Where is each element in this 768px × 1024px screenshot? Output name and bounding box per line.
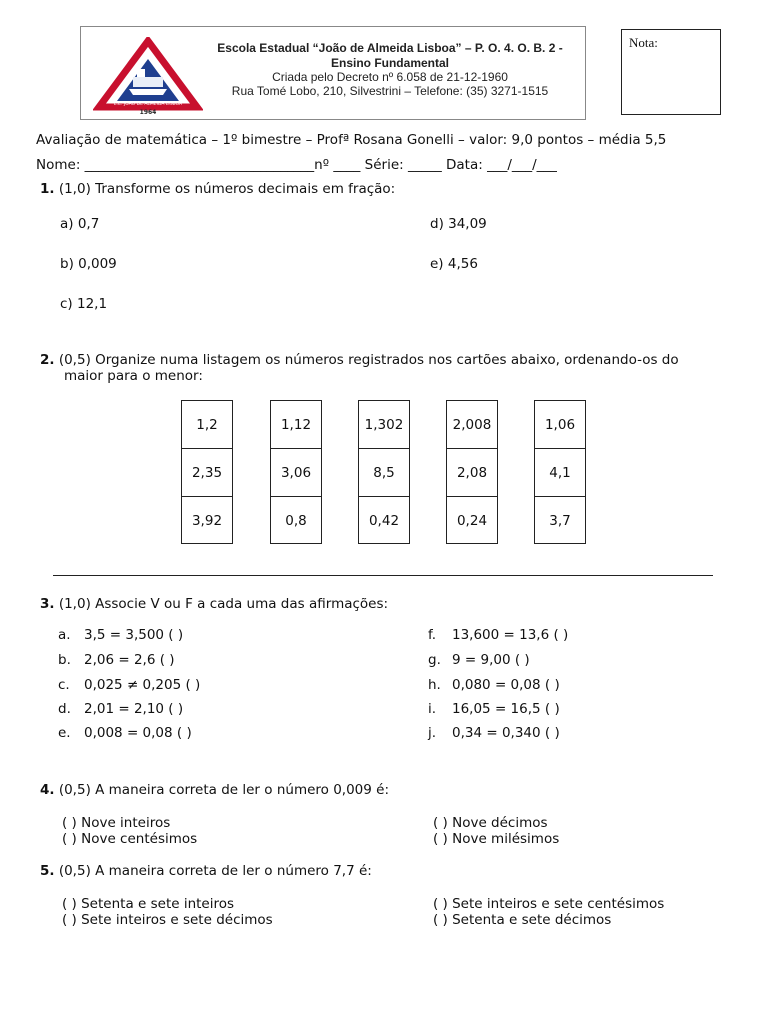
q3-item: 0,080 = 0,08 ( ) — [452, 677, 560, 693]
grade-label: Nota: — [629, 35, 658, 50]
q3-item: 16,05 = 16,5 ( ) — [452, 701, 560, 717]
q1-item-c: c) 12,1 — [60, 296, 108, 312]
question-text: (0,5) A maneira correta de ler o número 7,7 é: — [58, 863, 372, 879]
school-address: Rua Tomé Lobo, 210, Silvestrini – Telefone: (35) 3271-1515 — [231, 84, 549, 98]
question-text: (0,5) Organize numa listagem os números registrados nos cartões abaixo, ordenando-os do — [58, 352, 679, 368]
card-value: 3,7 — [549, 513, 571, 529]
card-value: 3,06 — [271, 449, 321, 497]
number-card — [270, 400, 322, 544]
question-number: 2. — [40, 352, 55, 368]
q3-letter: f. — [428, 627, 437, 643]
q3-item: 0,025 ≠ 0,205 ( ) — [84, 677, 201, 693]
question-2-cont: maior para o menor: — [64, 368, 203, 384]
q3-item: 2,06 = 2,6 ( ) — [84, 652, 175, 668]
logo-caption: E.E. JOÃO DE ALMEIDA LISBOA — [113, 102, 183, 107]
school-name: Escola Estadual “João de Almeida Lisboa” – P. O. 4. O. B. 2 - — [217, 41, 563, 55]
q3-letter: e. — [58, 725, 71, 741]
answer-line — [53, 575, 713, 576]
question-number: 1. — [40, 181, 55, 197]
q3-letter: a. — [58, 627, 71, 643]
card-value: 4,1 — [535, 449, 585, 497]
number-card — [534, 400, 586, 544]
q3-letter: b. — [58, 652, 71, 668]
card-value: 0,42 — [368, 513, 400, 529]
school-header — [80, 26, 586, 120]
question-3 — [40, 596, 388, 613]
number-card — [358, 400, 410, 544]
logo-year: 1964 — [139, 109, 157, 115]
question-text: (1,0) Transforme os números decimais em fração: — [58, 181, 396, 197]
q3-letter: g. — [428, 652, 441, 668]
question-2 — [40, 352, 679, 369]
card-value: 2,08 — [447, 449, 497, 497]
q5-option: ( ) Setenta e sete décimos — [433, 912, 612, 928]
q3-letter: c. — [58, 677, 70, 693]
card-value: 8,5 — [359, 449, 409, 497]
question-number: 4. — [40, 782, 55, 798]
q4-option: ( ) Nove centésimos — [62, 831, 198, 847]
q5-option: ( ) Sete inteiros e sete décimos — [62, 912, 273, 928]
school-level: Ensino Fundamental — [330, 56, 449, 70]
question-number: 5. — [40, 863, 55, 879]
card-value: 1,302 — [359, 401, 409, 449]
q3-letter: j. — [428, 725, 437, 741]
q3-item: 0,34 = 0,340 ( ) — [452, 725, 560, 741]
q3-item: 0,008 = 0,08 ( ) — [84, 725, 192, 741]
q3-letter: d. — [58, 701, 71, 717]
q3-item: 13,600 = 13,6 ( ) — [452, 627, 569, 643]
card-value: 2,008 — [447, 401, 497, 449]
school-decree: Criada pelo Decreto nº 6.058 de 21-12-1960 — [272, 70, 508, 84]
q1-item-b: b) 0,009 — [60, 256, 117, 272]
card-value: 1,12 — [271, 401, 321, 449]
student-name-line: Nome: __________________________________nº ____ Série: _____ Data: ___/___/___ — [36, 157, 557, 173]
number-card — [446, 400, 498, 544]
q3-letter: i. — [428, 701, 437, 717]
question-4 — [40, 782, 389, 799]
card-value: 0,24 — [456, 513, 488, 529]
q4-option: ( ) Nove inteiros — [62, 815, 171, 831]
q3-letter: h. — [428, 677, 441, 693]
question-text: (0,5) A maneira correta de ler o número 0,009 é: — [58, 782, 389, 798]
question-1 — [40, 181, 395, 198]
card-value: 1,2 — [182, 401, 232, 449]
q3-item: 3,5 = 3,500 ( ) — [84, 627, 184, 643]
number-card — [181, 400, 233, 544]
school-logo-icon — [93, 37, 203, 115]
q1-item-d: d) 34,09 — [430, 216, 487, 232]
question-5 — [40, 863, 372, 880]
card-value: 2,35 — [182, 449, 232, 497]
card-value: 1,06 — [535, 401, 585, 449]
q3-item: 9 = 9,00 ( ) — [452, 652, 530, 668]
q5-option: ( ) Setenta e sete inteiros — [62, 896, 235, 912]
grade-box — [621, 29, 721, 115]
q5-option: ( ) Sete inteiros e sete centésimos — [433, 896, 665, 912]
q3-item: 2,01 = 2,10 ( ) — [84, 701, 184, 717]
q4-option: ( ) Nove milésimos — [433, 831, 560, 847]
question-text: (1,0) Associe V ou F a cada uma das afirmações: — [58, 596, 389, 612]
q1-item-e: e) 4,56 — [430, 256, 478, 272]
q1-item-a: a) 0,7 — [60, 216, 100, 232]
question-number: 3. — [40, 596, 55, 612]
q4-option: ( ) Nove décimos — [433, 815, 548, 831]
card-value: 0,8 — [285, 513, 307, 529]
exam-info: Avaliação de matemática – 1º bimestre – Profª Rosana Gonelli – valor: 9,0 pontos – média 5,5 — [36, 132, 667, 148]
card-value: 3,92 — [191, 513, 223, 529]
